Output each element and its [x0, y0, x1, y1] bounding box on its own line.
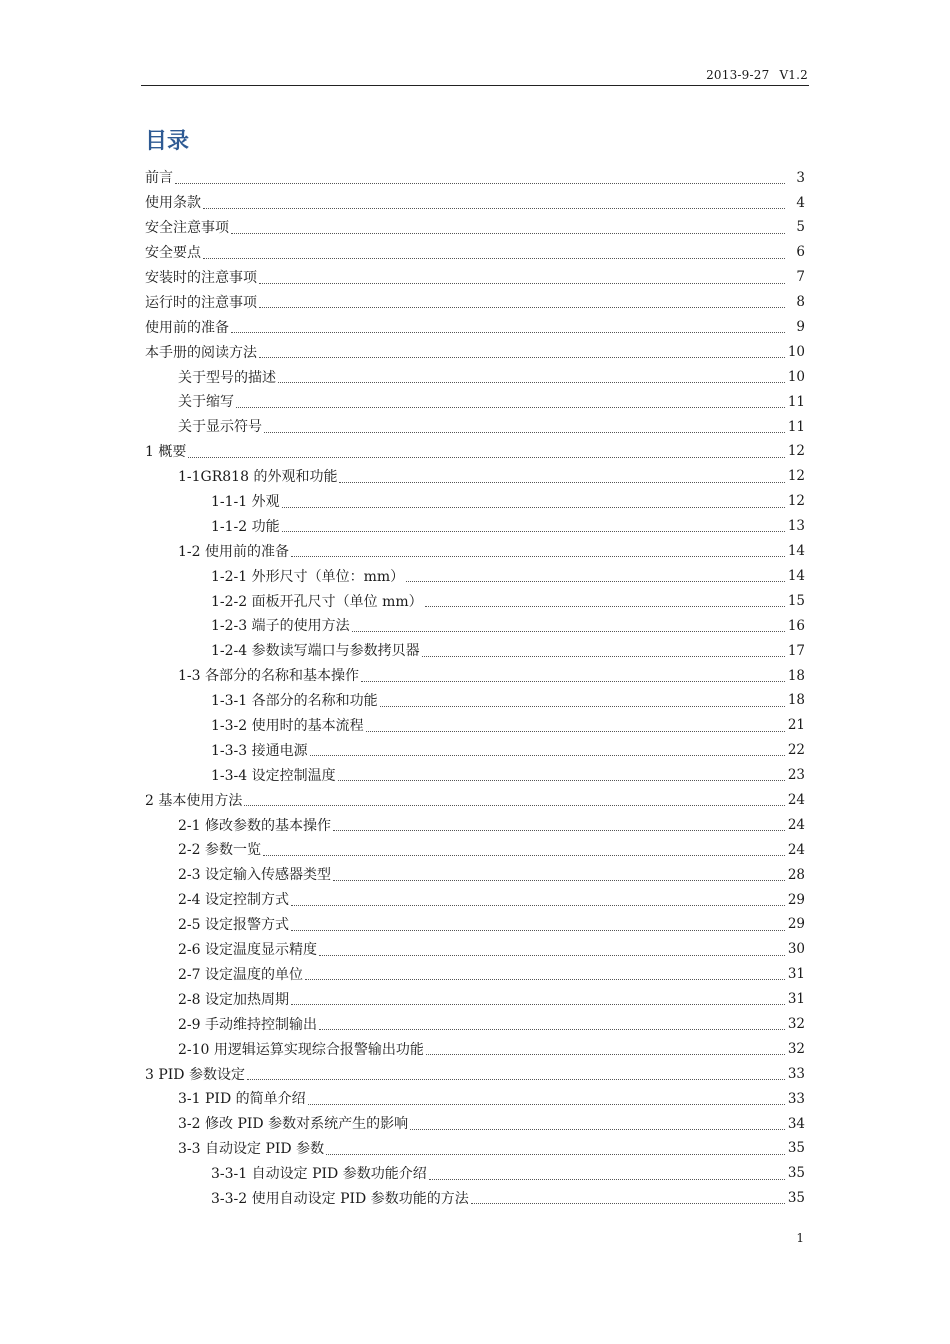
toc-entry[interactable] — [145, 1112, 805, 1137]
toc-entry-page: 12 — [787, 493, 805, 510]
toc-entry-label: 2-5 设定报警方式 — [178, 917, 289, 934]
toc-entry[interactable] — [145, 838, 805, 863]
toc-dot-leader — [429, 1179, 785, 1180]
header-rule — [141, 85, 809, 86]
toc-entry[interactable] — [145, 266, 805, 291]
toc-entry[interactable] — [145, 216, 805, 241]
toc-entry-page: 17 — [787, 642, 805, 659]
toc-entry-page: 12 — [787, 443, 805, 460]
toc-entry-label: 1-2-4 参数读写端口与参数拷贝器 — [211, 643, 420, 660]
toc-entry-label: 2-9 手动维持控制输出 — [178, 1016, 317, 1033]
toc-entry-page: 33 — [787, 1065, 805, 1082]
toc-entry-page: 29 — [787, 916, 805, 933]
toc-entry-page: 28 — [787, 866, 805, 883]
toc-entry[interactable] — [145, 863, 805, 888]
toc-dot-leader — [247, 1079, 785, 1080]
toc-dot-leader — [319, 1029, 785, 1030]
toc-dot-leader — [188, 457, 785, 458]
toc-entry-page: 14 — [787, 543, 805, 560]
toc-entry-page: 15 — [787, 592, 805, 609]
toc-dot-leader — [319, 955, 785, 956]
toc-dot-leader — [308, 1104, 785, 1105]
toc-entry-label: 3-2 修改 PID 参数对系统产生的影响 — [178, 1116, 409, 1133]
toc-dot-leader — [422, 656, 785, 657]
toc-entry-page: 35 — [787, 1165, 805, 1182]
toc-entry[interactable] — [145, 589, 805, 614]
toc-entry-page: 24 — [787, 841, 805, 858]
toc-dot-leader — [326, 1154, 785, 1155]
toc-entry-page: 24 — [787, 816, 805, 833]
toc-entry-page: 11 — [787, 418, 805, 435]
toc-dot-leader — [305, 979, 785, 980]
toc-entry-label: 运行时的注意事项 — [145, 294, 257, 311]
table-of-contents — [145, 166, 805, 1211]
toc-entry[interactable] — [145, 738, 805, 763]
toc-entry[interactable] — [145, 1012, 805, 1037]
toc-entry-label: 3-3-2 使用自动设定 PID 参数功能的方法 — [211, 1190, 469, 1207]
toc-dot-leader — [203, 258, 785, 259]
toc-entry-label: 3-3 自动设定 PID 参数 — [178, 1141, 325, 1158]
toc-dot-leader — [263, 855, 785, 856]
toc-entry-label: 1-3-4 设定控制温度 — [211, 767, 336, 784]
toc-entry-page: 10 — [787, 343, 805, 360]
toc-entry-page: 32 — [787, 1015, 805, 1032]
toc-dot-leader — [291, 556, 785, 557]
toc-entry-label: 2-1 修改参数的基本操作 — [178, 817, 331, 834]
toc-entry-page: 18 — [787, 667, 805, 684]
toc-entry[interactable] — [145, 1087, 805, 1112]
toc-dot-leader — [338, 780, 785, 781]
toc-entry-label: 1-3 各部分的名称和基本操作 — [178, 668, 359, 685]
toc-entry-page: 18 — [787, 692, 805, 709]
toc-entry-label: 2-10 用逻辑运算实现综合报警输出功能 — [178, 1041, 424, 1058]
toc-entry[interactable] — [145, 714, 805, 739]
page-number: 1 — [796, 1231, 804, 1245]
toc-entry[interactable] — [145, 564, 805, 589]
toc-dot-leader — [259, 357, 785, 358]
toc-entry-page: 29 — [787, 891, 805, 908]
toc-dot-leader — [410, 1129, 785, 1130]
toc-dot-leader — [333, 880, 785, 881]
toc-entry-label: 使用前的准备 — [145, 319, 229, 336]
toc-entry-label: 2-4 设定控制方式 — [178, 892, 289, 909]
toc-entry-label: 3 PID 参数设定 — [145, 1066, 245, 1083]
header-version: V1.2 — [779, 68, 808, 82]
toc-entry-page: 34 — [787, 1115, 805, 1132]
toc-dot-leader — [282, 507, 785, 508]
toc-dot-leader — [291, 1004, 785, 1005]
toc-entry[interactable] — [145, 639, 805, 664]
toc-entry-page: 32 — [787, 1040, 805, 1057]
toc-entry[interactable] — [145, 365, 805, 390]
toc-entry-label: 1-2-2 面板开孔尺寸（单位 mm） — [211, 593, 423, 610]
toc-entry[interactable] — [145, 938, 805, 963]
toc-dot-leader — [380, 706, 785, 707]
toc-entry-page: 4 — [796, 194, 805, 211]
toc-entry[interactable] — [145, 539, 805, 564]
toc-entry-page: 6 — [796, 244, 805, 261]
toc-entry[interactable] — [145, 465, 805, 490]
toc-entry[interactable] — [145, 1062, 805, 1087]
toc-entry-page: 14 — [787, 567, 805, 584]
toc-entry-page: 31 — [787, 991, 805, 1008]
toc-entry-label: 2-2 参数一览 — [178, 842, 261, 859]
toc-entry[interactable] — [145, 987, 805, 1012]
toc-entry-label: 关于缩写 — [178, 394, 234, 411]
toc-dot-leader — [231, 332, 785, 333]
toc-entry-label: 1-2 使用前的准备 — [178, 543, 289, 560]
toc-dot-leader — [361, 681, 785, 682]
toc-entry[interactable] — [145, 191, 805, 216]
toc-dot-leader — [231, 233, 785, 234]
toc-entry-page: 12 — [787, 468, 805, 485]
toc-dot-leader — [339, 482, 785, 483]
toc-dot-leader — [310, 755, 785, 756]
toc-entry[interactable] — [145, 166, 805, 191]
toc-dot-leader — [425, 606, 785, 607]
toc-dot-leader — [236, 407, 785, 408]
toc-entry-label: 1-1-2 功能 — [211, 518, 280, 535]
toc-dot-leader — [426, 1054, 785, 1055]
toc-entry-label: 本手册的阅读方法 — [145, 344, 257, 361]
toc-entry-page: 11 — [787, 393, 805, 410]
toc-title: 目录 — [145, 129, 190, 154]
toc-entry-label: 2 基本使用方法 — [145, 792, 243, 809]
toc-dot-leader — [175, 183, 785, 184]
toc-entry-page: 9 — [796, 319, 805, 336]
toc-entry-page: 3 — [796, 169, 805, 186]
toc-entry-page: 21 — [787, 717, 805, 734]
toc-entry-page: 24 — [787, 791, 805, 808]
toc-entry-page: 16 — [787, 617, 805, 634]
toc-entry-label: 使用条款 — [145, 195, 201, 212]
toc-entry-label: 安全注意事项 — [145, 220, 229, 237]
toc-dot-leader — [282, 531, 785, 532]
toc-entry-page: 35 — [787, 1140, 805, 1157]
toc-dot-leader — [366, 731, 785, 732]
toc-entry[interactable] — [145, 415, 805, 440]
toc-entry[interactable] — [145, 315, 805, 340]
toc-entry[interactable] — [145, 1187, 805, 1212]
toc-entry[interactable] — [145, 788, 805, 813]
toc-entry[interactable] — [145, 514, 805, 539]
toc-entry-label: 1-3-3 接通电源 — [211, 742, 308, 759]
toc-entry-page: 7 — [796, 269, 805, 286]
toc-entry-label: 安装时的注意事项 — [145, 270, 257, 286]
toc-entry-label: 1-1-1 外观 — [211, 494, 280, 511]
toc-entry-label: 1-2-3 端子的使用方法 — [211, 618, 350, 635]
toc-entry[interactable] — [145, 290, 805, 315]
toc-entry-label: 关于显示符号 — [178, 419, 262, 436]
toc-entry-page: 22 — [787, 742, 805, 759]
toc-entry[interactable] — [145, 913, 805, 938]
toc-dot-leader — [278, 382, 785, 383]
page-header — [706, 68, 808, 82]
toc-entry[interactable] — [145, 1037, 805, 1062]
toc-entry-label: 1-3-2 使用时的基本流程 — [211, 718, 364, 735]
toc-entry[interactable] — [145, 390, 805, 415]
toc-entry-page: 13 — [787, 518, 805, 535]
toc-dot-leader — [291, 905, 785, 906]
toc-entry-label: 3-3-1 自动设定 PID 参数功能介绍 — [211, 1166, 427, 1183]
toc-entry-page: 10 — [787, 368, 805, 385]
toc-entry[interactable] — [145, 340, 805, 365]
toc-entry-label: 1-2-1 外形尺寸（单位：mm） — [211, 568, 405, 585]
toc-dot-leader — [291, 930, 785, 931]
toc-entry-page: 33 — [787, 1090, 805, 1107]
toc-entry-label: 1-1GR818 的外观和功能 — [178, 469, 338, 486]
toc-entry-page: 31 — [787, 966, 805, 983]
toc-entry-page: 8 — [796, 294, 805, 311]
header-date: 2013-9-27 — [706, 68, 770, 82]
toc-entry[interactable] — [145, 813, 805, 838]
toc-entry-label: 1 概要 — [145, 444, 187, 461]
toc-entry-page: 30 — [787, 941, 805, 958]
toc-entry-label: 2-6 设定温度显示精度 — [178, 942, 317, 959]
toc-entry[interactable] — [145, 490, 805, 515]
toc-entry-label: 2-7 设定温度的单位 — [178, 966, 303, 983]
toc-entry[interactable] — [145, 888, 805, 913]
toc-entry[interactable] — [145, 614, 805, 639]
toc-entry[interactable] — [145, 1162, 805, 1187]
toc-entry-label: 前言 — [145, 170, 173, 187]
toc-entry[interactable] — [145, 963, 805, 988]
toc-entry-page: 23 — [787, 767, 805, 784]
toc-entry-label: 3-1 PID 的简单介绍 — [178, 1091, 306, 1108]
toc-entry-page: 5 — [796, 219, 805, 236]
toc-entry[interactable] — [145, 763, 805, 788]
toc-entry[interactable] — [145, 241, 805, 266]
toc-entry-page: 35 — [787, 1190, 805, 1207]
toc-entry[interactable] — [145, 689, 805, 714]
toc-entry[interactable] — [145, 1137, 805, 1162]
toc-dot-leader — [406, 581, 785, 582]
toc-entry-label: 安全要点 — [145, 245, 201, 262]
toc-entry-label: 2-8 设定加热周期 — [178, 991, 289, 1008]
toc-entry[interactable] — [145, 440, 805, 465]
toc-entry-label: 2-3 设定输入传感器类型 — [178, 867, 331, 884]
toc-dot-leader — [352, 631, 785, 632]
toc-dot-leader — [333, 830, 785, 831]
toc-entry[interactable] — [145, 664, 805, 689]
toc-dot-leader — [471, 1203, 785, 1204]
toc-entry-label: 关于型号的描述 — [178, 369, 276, 386]
toc-dot-leader — [259, 283, 785, 284]
toc-dot-leader — [203, 208, 785, 209]
toc-dot-leader — [244, 805, 785, 806]
toc-dot-leader — [259, 307, 785, 308]
toc-dot-leader — [264, 432, 785, 433]
toc-entry-label: 1-3-1 各部分的名称和功能 — [211, 693, 378, 710]
